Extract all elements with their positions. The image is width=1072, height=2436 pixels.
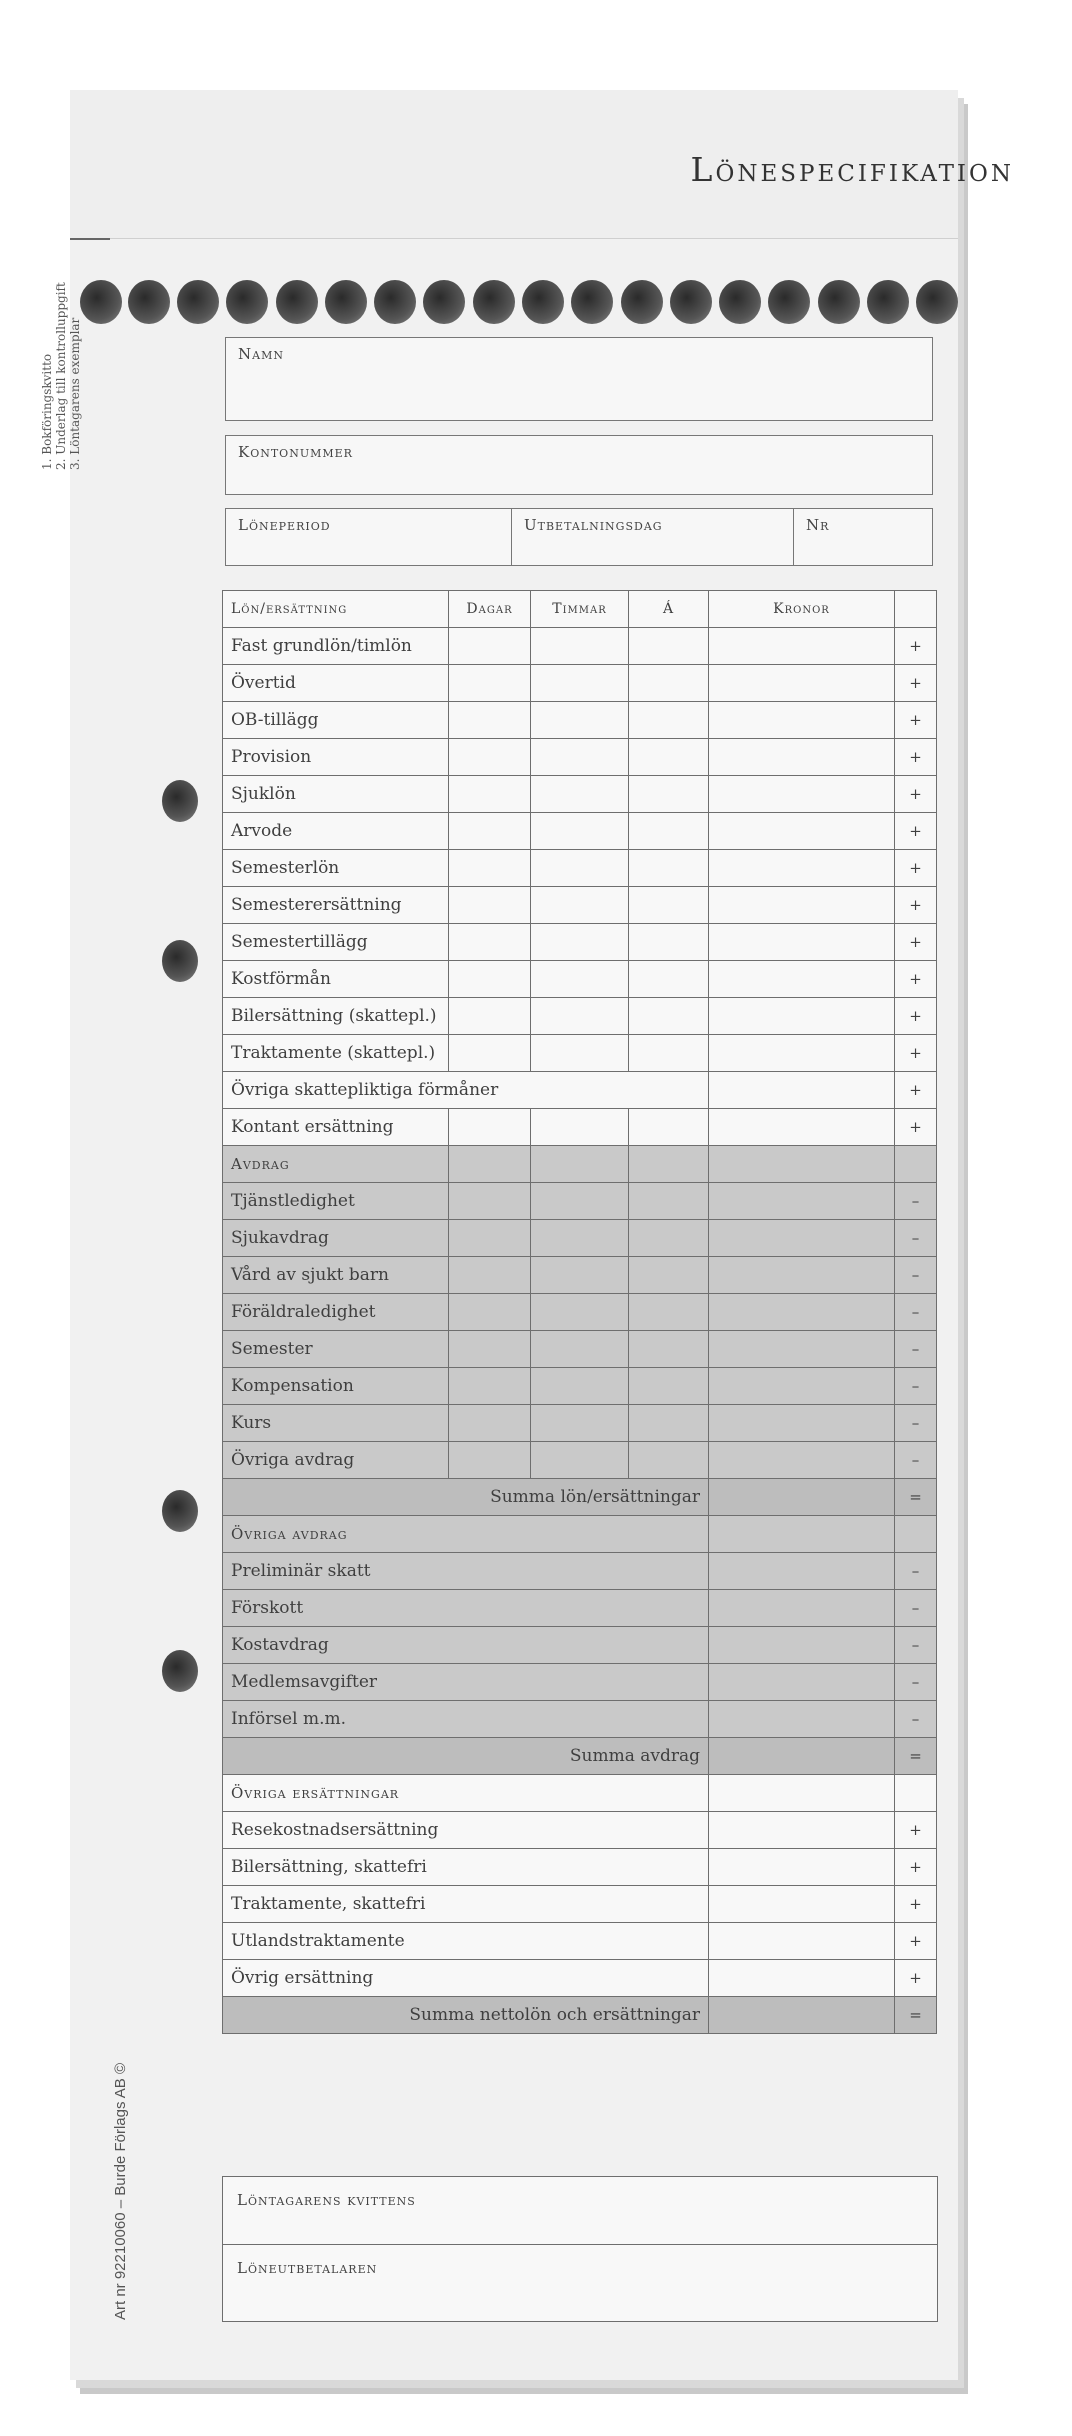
input-cell[interactable] bbox=[629, 1331, 709, 1368]
table-row bbox=[223, 1405, 937, 1442]
table-row bbox=[223, 1331, 937, 1368]
table-row bbox=[223, 1109, 937, 1146]
input-cell[interactable] bbox=[709, 1553, 895, 1590]
input-cell[interactable] bbox=[531, 739, 629, 776]
input-cell[interactable] bbox=[629, 1294, 709, 1331]
section-title: Övriga avdrag bbox=[223, 1516, 709, 1553]
section-header bbox=[223, 1146, 937, 1183]
table-row bbox=[223, 961, 937, 998]
input-cell[interactable] bbox=[531, 1368, 629, 1405]
input-cell[interactable] bbox=[531, 1442, 629, 1479]
table-row bbox=[223, 628, 937, 665]
form-title: Lönespecifikation bbox=[690, 150, 1014, 189]
payer-field[interactable] bbox=[222, 2244, 938, 2322]
row-label: Föräldraledighet bbox=[223, 1294, 449, 1331]
sign-cell: + bbox=[895, 1072, 937, 1109]
input-cell[interactable] bbox=[629, 1442, 709, 1479]
input-cell[interactable] bbox=[531, 665, 629, 702]
row-label: Medlemsavgifter bbox=[223, 1664, 709, 1701]
total-row bbox=[223, 1997, 937, 2034]
table-row bbox=[223, 1923, 937, 1960]
input-cell[interactable] bbox=[449, 850, 531, 887]
input-cell[interactable] bbox=[709, 1442, 895, 1479]
input-cell[interactable] bbox=[449, 1442, 531, 1479]
input-cell[interactable] bbox=[709, 776, 895, 813]
table-row bbox=[223, 1368, 937, 1405]
row-label: Traktamente (skattepl.) bbox=[223, 1035, 449, 1072]
account-label: Kontonummer bbox=[238, 443, 353, 461]
sign-cell: + bbox=[895, 1035, 937, 1072]
table-row bbox=[223, 1035, 937, 1072]
input-cell[interactable] bbox=[449, 1257, 531, 1294]
nr-field[interactable] bbox=[793, 508, 933, 566]
row-label: Kontant ersättning bbox=[223, 1109, 449, 1146]
sign-cell: + bbox=[895, 665, 937, 702]
input-cell[interactable] bbox=[709, 1960, 895, 1997]
tear-line bbox=[70, 238, 110, 240]
sign-cell: + bbox=[895, 813, 937, 850]
input-cell[interactable] bbox=[449, 1220, 531, 1257]
input-cell[interactable] bbox=[531, 1109, 629, 1146]
total-label: Summa avdrag bbox=[223, 1738, 709, 1775]
input-cell[interactable] bbox=[449, 887, 531, 924]
input-cell[interactable] bbox=[629, 850, 709, 887]
punch-hole bbox=[916, 280, 958, 324]
name-label: Namn bbox=[238, 345, 284, 363]
punch-holes bbox=[80, 280, 960, 330]
row-label: Övriga avdrag bbox=[223, 1442, 449, 1479]
input-cell[interactable] bbox=[531, 776, 629, 813]
input-cell[interactable] bbox=[531, 1294, 629, 1331]
table-row bbox=[223, 1960, 937, 1997]
payer-label: Löneutbetalaren bbox=[237, 2259, 378, 2277]
col-header: Á bbox=[629, 591, 709, 628]
table-row bbox=[223, 1849, 937, 1886]
sign-cell: – bbox=[895, 1220, 937, 1257]
sign-cell: + bbox=[895, 776, 937, 813]
name-field[interactable] bbox=[225, 337, 933, 421]
input-cell[interactable] bbox=[709, 887, 895, 924]
table-row bbox=[223, 1442, 937, 1479]
input-cell[interactable] bbox=[449, 702, 531, 739]
article-number: Art nr 92210060 – Burde Förlags AB © bbox=[112, 2062, 129, 2320]
input-cell[interactable] bbox=[629, 628, 709, 665]
row-label: Kompensation bbox=[223, 1368, 449, 1405]
input-cell[interactable] bbox=[629, 1405, 709, 1442]
input-cell[interactable] bbox=[629, 1220, 709, 1257]
input-cell[interactable] bbox=[629, 1368, 709, 1405]
input-cell[interactable] bbox=[449, 739, 531, 776]
table-row bbox=[223, 1220, 937, 1257]
input-cell[interactable] bbox=[709, 702, 895, 739]
copy-item: 1. Bokföringskvitto bbox=[40, 353, 54, 470]
sign-cell: – bbox=[895, 1664, 937, 1701]
table-row bbox=[223, 1627, 937, 1664]
punch-hole bbox=[768, 280, 810, 324]
punch-hole bbox=[374, 280, 416, 324]
input-cell[interactable] bbox=[709, 1886, 895, 1923]
input-cell[interactable] bbox=[709, 1072, 895, 1109]
table-row bbox=[223, 739, 937, 776]
sign-cell: – bbox=[895, 1257, 937, 1294]
period-label: Löneperiod bbox=[238, 516, 331, 534]
table-row bbox=[223, 813, 937, 850]
punch-hole bbox=[80, 280, 122, 324]
row-label: Sjuklön bbox=[223, 776, 449, 813]
row-label: Semesterlön bbox=[223, 850, 449, 887]
input-cell[interactable] bbox=[629, 998, 709, 1035]
input-cell[interactable] bbox=[531, 1183, 629, 1220]
input-cell[interactable] bbox=[629, 813, 709, 850]
payday-field[interactable] bbox=[511, 508, 795, 566]
input-cell[interactable] bbox=[709, 1331, 895, 1368]
sign-cell: + bbox=[895, 887, 937, 924]
row-label: Övertid bbox=[223, 665, 449, 702]
sign-cell: + bbox=[895, 924, 937, 961]
total-cell[interactable] bbox=[709, 1479, 895, 1516]
sign-cell: + bbox=[895, 998, 937, 1035]
row-label: Semestertillägg bbox=[223, 924, 449, 961]
sign-cell: – bbox=[895, 1590, 937, 1627]
punch-hole bbox=[621, 280, 663, 324]
input-cell[interactable] bbox=[531, 850, 629, 887]
sign-cell: + bbox=[895, 961, 937, 998]
input-cell[interactable] bbox=[449, 1294, 531, 1331]
punch-hole bbox=[325, 280, 367, 324]
sign-cell: – bbox=[895, 1183, 937, 1220]
sign-cell: + bbox=[895, 628, 937, 665]
table-row bbox=[223, 1812, 937, 1849]
input-cell[interactable] bbox=[449, 1368, 531, 1405]
row-label: Sjukavdrag bbox=[223, 1220, 449, 1257]
row-label: Traktamente, skattefri bbox=[223, 1886, 709, 1923]
section-header bbox=[223, 1516, 937, 1553]
receipt-label: Löntagarens kvittens bbox=[237, 2191, 416, 2209]
col-header: Kronor bbox=[709, 591, 895, 628]
table-row bbox=[223, 850, 937, 887]
input-cell[interactable] bbox=[709, 1220, 895, 1257]
row-label: Kurs bbox=[223, 1405, 449, 1442]
sign-cell: + bbox=[895, 850, 937, 887]
sign-cell: + bbox=[895, 702, 937, 739]
punch-hole bbox=[867, 280, 909, 324]
input-cell[interactable] bbox=[531, 924, 629, 961]
input-cell[interactable] bbox=[709, 924, 895, 961]
table-row bbox=[223, 1294, 937, 1331]
sign-cell: – bbox=[895, 1701, 937, 1738]
input-cell[interactable] bbox=[709, 739, 895, 776]
input-cell[interactable] bbox=[449, 961, 531, 998]
sign-cell: + bbox=[895, 1812, 937, 1849]
input-cell[interactable] bbox=[709, 813, 895, 850]
table-row bbox=[223, 1664, 937, 1701]
total-cell[interactable] bbox=[709, 1997, 895, 2034]
input-cell[interactable] bbox=[629, 924, 709, 961]
row-label: Övrig ersättning bbox=[223, 1960, 709, 1997]
table-row bbox=[223, 1553, 937, 1590]
sign-cell: – bbox=[895, 1331, 937, 1368]
sign-cell: = bbox=[895, 1479, 937, 1516]
col-header: Dagar bbox=[449, 591, 531, 628]
input-cell[interactable] bbox=[531, 702, 629, 739]
table-row bbox=[223, 1701, 937, 1738]
copy-item: 2. Underlag till kontrolluppgift bbox=[54, 282, 68, 470]
input-cell[interactable] bbox=[449, 1405, 531, 1442]
input-cell[interactable] bbox=[709, 1701, 895, 1738]
punch-hole bbox=[522, 280, 564, 324]
input-cell[interactable] bbox=[709, 850, 895, 887]
col-header: Timmar bbox=[531, 591, 629, 628]
input-cell[interactable] bbox=[709, 1590, 895, 1627]
input-cell[interactable] bbox=[629, 1257, 709, 1294]
input-cell[interactable] bbox=[531, 1257, 629, 1294]
row-label: Vård av sjukt barn bbox=[223, 1257, 449, 1294]
input-cell[interactable] bbox=[449, 628, 531, 665]
col-header: Lön/ersättning bbox=[223, 591, 449, 628]
sign-cell: – bbox=[895, 1553, 937, 1590]
row-label: OB-tillägg bbox=[223, 702, 449, 739]
row-label: Tjänstledighet bbox=[223, 1183, 449, 1220]
table-row bbox=[223, 1072, 937, 1109]
punch-hole bbox=[423, 280, 465, 324]
input-cell[interactable] bbox=[449, 665, 531, 702]
sign-cell: – bbox=[895, 1368, 937, 1405]
input-cell[interactable] bbox=[629, 776, 709, 813]
section-title: Övriga ersättningar bbox=[223, 1775, 709, 1812]
input-cell[interactable] bbox=[629, 1109, 709, 1146]
input-cell[interactable] bbox=[449, 998, 531, 1035]
input-cell[interactable] bbox=[709, 1812, 895, 1849]
input-cell[interactable] bbox=[709, 1849, 895, 1886]
table-row bbox=[223, 887, 937, 924]
table-row bbox=[223, 998, 937, 1035]
input-cell[interactable] bbox=[709, 961, 895, 998]
punch-hole bbox=[818, 280, 860, 324]
total-label: Summa nettolön och ersättningar bbox=[223, 1997, 709, 2034]
punch-hole bbox=[670, 280, 712, 324]
input-cell[interactable] bbox=[449, 1331, 531, 1368]
binder-hole bbox=[162, 1650, 198, 1692]
total-cell[interactable] bbox=[709, 1738, 895, 1775]
copy-list bbox=[40, 282, 82, 470]
total-row bbox=[223, 1738, 937, 1775]
sign-cell: = bbox=[895, 1997, 937, 2034]
input-cell[interactable] bbox=[531, 998, 629, 1035]
input-cell[interactable] bbox=[629, 1183, 709, 1220]
input-cell[interactable] bbox=[531, 1035, 629, 1072]
sign-cell: + bbox=[895, 739, 937, 776]
input-cell[interactable] bbox=[709, 1257, 895, 1294]
punch-hole bbox=[719, 280, 761, 324]
punch-hole bbox=[571, 280, 613, 324]
sign-cell: + bbox=[895, 1923, 937, 1960]
section-header bbox=[223, 1775, 937, 1812]
input-cell[interactable] bbox=[531, 813, 629, 850]
punch-hole bbox=[177, 280, 219, 324]
col-header bbox=[895, 591, 937, 628]
sign-cell: – bbox=[895, 1405, 937, 1442]
row-label: Arvode bbox=[223, 813, 449, 850]
input-cell[interactable] bbox=[709, 1368, 895, 1405]
input-cell[interactable] bbox=[531, 628, 629, 665]
copy-item: 3. Löntagarens exemplar bbox=[68, 317, 82, 470]
binder-hole bbox=[162, 780, 198, 822]
input-cell[interactable] bbox=[709, 665, 895, 702]
input-cell[interactable] bbox=[449, 1109, 531, 1146]
payday-label: Utbetalningsdag bbox=[524, 516, 663, 534]
input-cell[interactable] bbox=[709, 998, 895, 1035]
row-label: Resekostnadsersättning bbox=[223, 1812, 709, 1849]
total-label: Summa lön/ersättningar bbox=[223, 1479, 709, 1516]
input-cell[interactable] bbox=[709, 1405, 895, 1442]
sign-cell: = bbox=[895, 1738, 937, 1775]
table-header bbox=[223, 591, 937, 628]
sign-cell: + bbox=[895, 1886, 937, 1923]
punch-hole bbox=[473, 280, 515, 324]
sign-cell: + bbox=[895, 1849, 937, 1886]
sign-cell: – bbox=[895, 1627, 937, 1664]
sign-cell: – bbox=[895, 1294, 937, 1331]
account-field[interactable] bbox=[225, 435, 933, 495]
punch-hole bbox=[276, 280, 318, 324]
row-label: Semester bbox=[223, 1331, 449, 1368]
input-cell[interactable] bbox=[709, 1923, 895, 1960]
employee-receipt-field[interactable] bbox=[222, 2176, 938, 2246]
input-cell[interactable] bbox=[709, 1109, 895, 1146]
row-label: Bilersättning (skattepl.) bbox=[223, 998, 449, 1035]
row-label: Semesterersättning bbox=[223, 887, 449, 924]
input-cell[interactable] bbox=[629, 739, 709, 776]
input-cell[interactable] bbox=[709, 1664, 895, 1701]
input-cell[interactable] bbox=[449, 1035, 531, 1072]
punch-hole bbox=[128, 280, 170, 324]
binder-hole bbox=[162, 940, 198, 982]
input-cell[interactable] bbox=[629, 961, 709, 998]
input-cell[interactable] bbox=[449, 776, 531, 813]
table-row bbox=[223, 1257, 937, 1294]
table-row bbox=[223, 702, 937, 739]
input-cell[interactable] bbox=[709, 1627, 895, 1664]
input-cell[interactable] bbox=[629, 887, 709, 924]
sign-cell: + bbox=[895, 1109, 937, 1146]
row-label: Övriga skattepliktiga förmåner bbox=[223, 1072, 709, 1109]
input-cell[interactable] bbox=[531, 961, 629, 998]
input-cell[interactable] bbox=[449, 924, 531, 961]
input-cell[interactable] bbox=[449, 813, 531, 850]
row-label: Förskott bbox=[223, 1590, 709, 1627]
input-cell[interactable] bbox=[531, 1220, 629, 1257]
input-cell[interactable] bbox=[709, 628, 895, 665]
row-label: Införsel m.m. bbox=[223, 1701, 709, 1738]
row-label: Provision bbox=[223, 739, 449, 776]
table-row bbox=[223, 924, 937, 961]
row-label: Fast grundlön/timlön bbox=[223, 628, 449, 665]
row-label: Bilersättning, skattefri bbox=[223, 1849, 709, 1886]
input-cell[interactable] bbox=[709, 1035, 895, 1072]
row-label: Preliminär skatt bbox=[223, 1553, 709, 1590]
input-cell[interactable] bbox=[531, 1331, 629, 1368]
table-row bbox=[223, 776, 937, 813]
input-cell[interactable] bbox=[531, 1405, 629, 1442]
input-cell[interactable] bbox=[531, 887, 629, 924]
binder-hole bbox=[162, 1490, 198, 1532]
input-cell[interactable] bbox=[709, 1294, 895, 1331]
sign-cell: – bbox=[895, 1442, 937, 1479]
table-row bbox=[223, 1886, 937, 1923]
punch-hole bbox=[226, 280, 268, 324]
input-cell[interactable] bbox=[449, 1183, 531, 1220]
row-label: Utlandstraktamente bbox=[223, 1923, 709, 1960]
nr-label: Nr bbox=[806, 516, 830, 534]
table-row bbox=[223, 665, 937, 702]
total-row bbox=[223, 1479, 937, 1516]
table-row bbox=[223, 1183, 937, 1220]
input-cell[interactable] bbox=[629, 665, 709, 702]
salary-table bbox=[222, 590, 937, 2034]
row-label: Kostförmån bbox=[223, 961, 449, 998]
input-cell[interactable] bbox=[709, 1183, 895, 1220]
sign-cell: + bbox=[895, 1960, 937, 1997]
section-title: Avdrag bbox=[223, 1146, 449, 1183]
table-row bbox=[223, 1590, 937, 1627]
row-label: Kostavdrag bbox=[223, 1627, 709, 1664]
period-field[interactable] bbox=[225, 508, 513, 566]
input-cell[interactable] bbox=[629, 1035, 709, 1072]
input-cell[interactable] bbox=[629, 702, 709, 739]
